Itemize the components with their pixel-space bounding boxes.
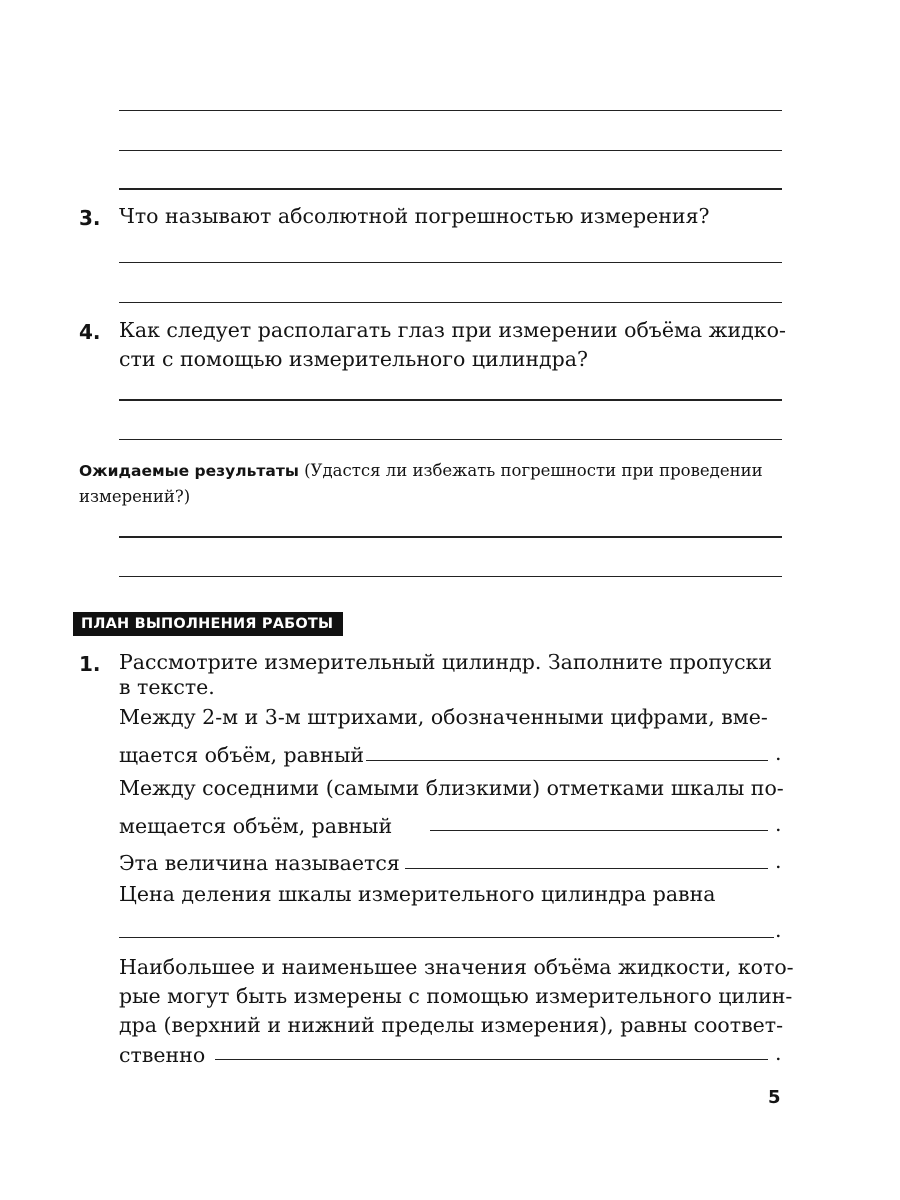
answer-line[interactable] — [119, 302, 782, 303]
answer-line[interactable] — [119, 188, 782, 190]
question-4-line: Как следует располагать глаз при измерении объёма жидко- — [119, 318, 786, 342]
fill-in-blank[interactable] — [366, 760, 768, 761]
paragraph-line: ственно — [119, 1043, 206, 1067]
expected-results-label: Ожидаемые результаты — [79, 462, 299, 480]
paragraph-line: рые могут быть измерены с помощью измерительного цилин- — [119, 984, 793, 1008]
step-1-intro-line: Рассмотрите измерительный цилиндр. Заполните пропуски — [119, 650, 773, 674]
period: . — [775, 812, 782, 836]
question-4-number: 4. — [79, 320, 101, 344]
answer-line[interactable] — [119, 536, 782, 538]
paragraph-line: Между 2-м и 3-м штрихами, обозначенными цифрами, вме- — [119, 705, 768, 729]
period: . — [775, 918, 782, 942]
answer-line[interactable] — [119, 576, 782, 577]
fill-in-blank[interactable] — [430, 830, 768, 831]
step-1-intro-line: в тексте. — [119, 675, 215, 699]
fill-in-blank[interactable] — [405, 868, 768, 869]
paragraph-line: дра (верхний и нижний пределы измерения), равны соответ- — [119, 1013, 784, 1037]
paragraph-line: щается объём, равный — [119, 743, 365, 767]
answer-line[interactable] — [119, 399, 782, 401]
period: . — [775, 849, 782, 873]
paragraph-line: Цена деления шкалы измерительного цилиндра равна — [119, 882, 716, 906]
page-number: 5 — [768, 1087, 781, 1108]
expected-results-text: (Удастся ли избежать погрешности при проведении измерений?) — [79, 461, 763, 506]
answer-line[interactable] — [119, 150, 782, 151]
paragraph-line: Эта величина называется — [119, 851, 400, 875]
question-4-line: сти с помощью измерительного цилиндра? — [119, 347, 588, 371]
plan-header: ПЛАН ВЫПОЛНЕНИЯ РАБОТЫ — [73, 612, 343, 636]
question-3-text: Что называют абсолютной погрешностью измерения? — [119, 204, 710, 228]
period: . — [775, 1041, 782, 1065]
step-1-number: 1. — [79, 652, 101, 676]
answer-line[interactable] — [119, 110, 782, 111]
answer-line[interactable] — [119, 439, 782, 440]
period: . — [775, 741, 782, 765]
answer-line[interactable] — [119, 262, 782, 263]
paragraph-line: мещается объём, равный — [119, 814, 393, 838]
question-3-number: 3. — [79, 206, 101, 230]
paragraph-line: Наибольшее и наименьшее значения объёма жидкости, кото- — [119, 955, 794, 979]
paragraph-line: Между соседними (самыми близкими) отметками шкалы по- — [119, 776, 784, 800]
expected-results — [79, 458, 782, 509]
fill-in-blank[interactable] — [119, 937, 774, 938]
fill-in-blank[interactable] — [215, 1059, 768, 1060]
